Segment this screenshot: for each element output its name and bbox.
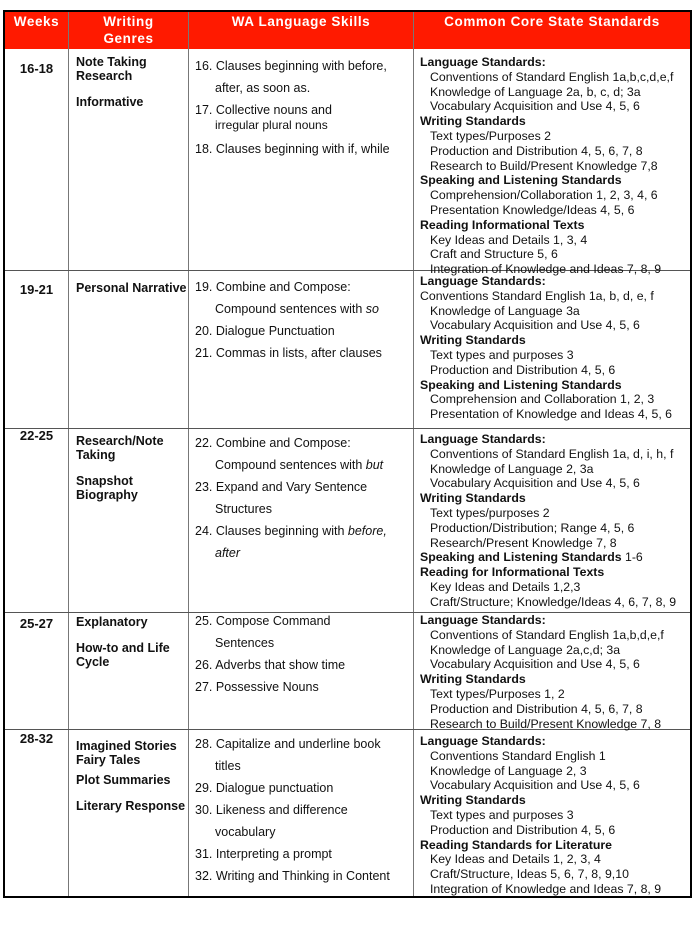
standard-heading	[420, 432, 692, 447]
standard-item	[420, 462, 692, 477]
skill-item	[195, 676, 413, 698]
skill-text: Dialogue punctuation	[215, 781, 334, 795]
weeks-cell: 28-32	[19, 731, 54, 746]
skill-number: 27.	[195, 680, 213, 694]
skill-continuation-italic: but	[365, 458, 384, 472]
standard-text: Production and Distribution 4, 5, 6, 7, 8	[430, 701, 643, 716]
standard-text: Vocabulary Acquisition and Use 4, 5, 6	[430, 778, 640, 793]
skill-continuation	[195, 821, 413, 843]
standard-item	[420, 447, 692, 462]
skill-number: 25.	[195, 614, 213, 628]
skills-cell	[195, 55, 413, 160]
skill-item	[195, 276, 413, 320]
standard-text: Key Ideas and Details 1, 3, 4	[430, 232, 588, 247]
standard-item	[420, 289, 692, 304]
standard-text: Conventions Standard English 1	[430, 748, 606, 763]
skill-text: Possessive Nouns	[215, 680, 319, 694]
standard-text: Presentation of Knowledge and Ideas 4, 5, 6	[430, 407, 673, 422]
standard-item	[420, 407, 692, 422]
skill-number: 16.	[195, 59, 213, 73]
skill-item	[195, 103, 413, 132]
standard-heading	[420, 613, 692, 628]
skill-continuation	[195, 77, 413, 99]
standards-cell	[420, 274, 692, 422]
skill-text: Clauses beginning with if, while	[215, 142, 390, 156]
standard-item	[420, 657, 692, 672]
skill-number: 20.	[195, 324, 213, 338]
skill-item	[195, 610, 413, 654]
skill-text: Adverbs that show time	[215, 658, 346, 672]
standard-item	[420, 536, 692, 551]
standard-text: Research/Present Knowledge 7, 8	[430, 535, 617, 550]
skill-continuation-text: Compound sentences with	[215, 458, 366, 472]
column-divider	[188, 12, 189, 896]
standard-item	[420, 580, 692, 595]
standard-item	[420, 749, 692, 764]
standard-text: Language Standards:	[420, 734, 546, 748]
standard-item	[420, 521, 692, 536]
standard-text: Knowledge of Language 3a	[430, 303, 580, 318]
skill-number: 19.	[195, 280, 213, 294]
standard-suffix: 1-6	[621, 550, 643, 565]
standard-heading	[420, 274, 692, 289]
standard-item	[420, 595, 692, 610]
standard-item	[420, 702, 692, 717]
standard-text: Text types/Purposes 2	[430, 128, 551, 143]
skill-continuation-italic: so	[365, 302, 379, 316]
skill-continuation-text: irregular plural nouns	[215, 118, 328, 132]
genre-label: Literary Response	[76, 799, 186, 813]
skill-continuation	[195, 498, 413, 520]
standards-cell	[420, 613, 692, 731]
standard-text: Conventions of Standard English 1a, d, i, h, f	[430, 446, 674, 461]
column-divider	[68, 12, 69, 896]
standard-item	[420, 867, 692, 882]
standard-text: Key Ideas and Details 1,2,3	[430, 579, 581, 594]
skill-number: 17.	[195, 103, 213, 117]
skill-item	[195, 432, 413, 476]
standard-text: Conventions of Standard English 1a,b,c,d,e,f	[430, 69, 674, 84]
standard-item	[420, 363, 692, 378]
skill-item	[195, 654, 413, 676]
skill-text: Compose Command	[215, 614, 331, 628]
standard-text: Comprehension/Collaboration 1, 2, 3, 4, 6	[430, 188, 658, 203]
genre-label: Personal Narrative	[76, 281, 187, 295]
standard-item	[420, 687, 692, 702]
standard-text: Vocabulary Acquisition and Use 4, 5, 6	[430, 318, 640, 333]
skill-item	[195, 865, 413, 887]
header-skills: WA Language Skills	[231, 14, 371, 29]
skill-continuation	[195, 632, 413, 654]
standard-text: Production and Distribution 4, 5, 6, 7, 8	[430, 143, 643, 158]
skill-item	[195, 320, 413, 342]
standard-item	[420, 188, 692, 203]
standard-text: Conventions of Standard English 1a,b,d,e,f	[430, 627, 664, 642]
standard-heading	[420, 491, 692, 506]
skill-item	[195, 342, 413, 364]
header-genres: Writing Genres	[103, 14, 154, 46]
standard-text: Key Ideas and Details 1, 2, 3, 4	[430, 852, 601, 867]
skill-continuation-text: Compound sentences with	[215, 302, 366, 316]
standard-text: Integration of Knowledge and Ideas 7, 8, 9	[430, 881, 662, 896]
standard-heading	[420, 672, 692, 687]
standard-text: Writing Standards	[420, 333, 526, 348]
genre-label: Research/Note Taking	[76, 434, 164, 462]
skill-text: Interpreting a prompt	[215, 847, 332, 861]
standard-heading	[420, 734, 692, 749]
standard-text: Language Standards:	[420, 432, 546, 446]
standard-text: Reading for Informational Texts	[420, 565, 605, 580]
standard-text: Language Standards:	[420, 274, 546, 288]
skill-text: Combine and Compose:	[215, 436, 351, 450]
standard-text: Conventions Standard English 1a, b, d, e, f	[420, 288, 654, 303]
skill-item	[195, 138, 413, 160]
standard-text: Knowledge of Language 2, 3	[430, 763, 587, 778]
standard-text: Production and Distribution 4, 5, 6	[430, 822, 616, 837]
standard-text: Vocabulary Acquisition and Use 4, 5, 6	[430, 657, 640, 672]
skill-item	[195, 55, 413, 99]
curriculum-table	[3, 10, 692, 898]
skill-text: Commas in lists, after clauses	[215, 346, 382, 360]
standard-item	[420, 99, 692, 114]
skill-item	[195, 476, 413, 520]
standard-text: Vocabulary Acquisition and Use 4, 5, 6	[430, 476, 640, 491]
standard-item	[420, 882, 692, 897]
skill-number: 30.	[195, 803, 213, 817]
skill-continuation	[195, 542, 413, 564]
standard-heading	[420, 378, 692, 393]
standard-item	[420, 247, 692, 262]
standard-text: Knowledge of Language 2a, b, c, d; 3a	[430, 84, 641, 99]
standard-item	[420, 348, 692, 363]
genre-label: Plot Summaries	[76, 773, 171, 787]
standard-item	[420, 852, 692, 867]
standard-heading	[420, 550, 692, 565]
standard-text: Speaking and Listening Standards	[420, 550, 622, 565]
standard-text: Presentation Knowledge/Ideas 4, 5, 6	[430, 202, 635, 217]
standard-item	[420, 233, 692, 248]
skill-continuation	[195, 118, 413, 132]
standard-text: Reading Standards for Literature	[420, 837, 613, 852]
standard-item	[420, 717, 692, 732]
skill-number: 18.	[195, 142, 213, 156]
skill-text: Combine and Compose:	[215, 280, 351, 294]
standard-heading	[420, 218, 692, 233]
skill-text: Clauses beginning with	[215, 524, 348, 538]
standard-text: Writing Standards	[420, 672, 526, 687]
standard-text: Speaking and Listening Standards	[420, 377, 622, 392]
skill-continuation-text: after, as soon as.	[215, 81, 311, 95]
standard-text: Text types/purposes 2	[430, 505, 550, 520]
skill-item	[195, 777, 413, 799]
skill-text: Collective nouns and	[215, 103, 332, 117]
standard-item	[420, 506, 692, 521]
standard-text: Knowledge of Language 2, 3a	[430, 461, 594, 476]
standard-item	[420, 628, 692, 643]
skills-cell	[195, 276, 413, 364]
standard-text: Text types and purposes 3	[430, 807, 574, 822]
skill-text-italic: before,	[347, 524, 387, 538]
skill-continuation	[195, 454, 413, 476]
skill-number: 24.	[195, 524, 213, 538]
genres-cell	[76, 55, 188, 121]
skill-text: Clauses beginning with before,	[215, 59, 387, 73]
standard-heading	[420, 565, 692, 580]
skill-continuation	[195, 298, 413, 320]
standard-text: Text types/Purposes 1, 2	[430, 686, 565, 701]
skill-continuation-text: titles	[215, 759, 241, 773]
skill-continuation	[195, 755, 413, 777]
skill-number: 26.	[195, 658, 213, 672]
genres-cell	[76, 615, 188, 681]
skills-cell	[195, 432, 413, 564]
skill-continuation-italic: after	[215, 546, 241, 560]
standard-item	[420, 476, 692, 491]
header-weeks: Weeks	[13, 14, 60, 29]
genre-label: Explanatory	[76, 615, 148, 629]
genres-cell	[76, 281, 188, 307]
standard-text: Comprehension and Collaboration 1, 2, 3	[430, 392, 655, 407]
standard-text: Production/Distribution; Range 4, 5, 6	[430, 520, 635, 535]
standard-item	[420, 144, 692, 159]
standards-cell	[420, 432, 692, 610]
skill-text: Dialogue Punctuation	[215, 324, 335, 338]
skill-continuation-text: vocabulary	[215, 825, 276, 839]
genre-label: Imagined Stories Fairy Tales	[76, 739, 177, 767]
table-header	[5, 12, 690, 49]
standard-text: Writing Standards	[420, 114, 526, 129]
standards-cell	[420, 55, 692, 277]
standard-item	[420, 778, 692, 793]
standard-text: Vocabulary Acquisition and Use 4, 5, 6	[430, 99, 640, 114]
weeks-cell: 22-25	[19, 428, 54, 443]
skill-continuation-text: Sentences	[215, 636, 275, 650]
skills-cell	[195, 610, 413, 698]
standard-text: Craft/Structure, Ideas 5, 6, 7, 8, 9,10	[430, 867, 629, 882]
standard-text: Research to Build/Present Knowledge 7, 8	[430, 716, 662, 731]
standard-text: Production and Distribution 4, 5, 6	[430, 362, 616, 377]
standard-item	[420, 159, 692, 174]
standard-heading	[420, 333, 692, 348]
skill-item	[195, 733, 413, 777]
standard-text: Reading Informational Texts	[420, 217, 585, 232]
standard-heading	[420, 793, 692, 808]
skill-item	[195, 520, 413, 564]
standard-heading	[420, 114, 692, 129]
standard-item	[420, 764, 692, 779]
standard-text: Craft and Structure 5, 6	[430, 247, 558, 262]
standard-item	[420, 392, 692, 407]
skill-text: Writing and Thinking in Content	[215, 869, 390, 883]
standard-text: Language Standards:	[420, 613, 546, 627]
standard-heading	[420, 55, 692, 70]
standard-item	[420, 318, 692, 333]
standard-text: Research to Build/Present Knowledge 7,8	[430, 158, 658, 173]
genre-label: How-to and Life Cycle	[76, 641, 170, 669]
skill-number: 32.	[195, 869, 213, 883]
standard-text: Writing Standards	[420, 491, 526, 506]
genre-label: Informative	[76, 95, 144, 109]
standard-item	[420, 643, 692, 658]
standard-item	[420, 808, 692, 823]
standard-item	[420, 203, 692, 218]
genres-cell	[76, 434, 188, 514]
standard-item	[420, 823, 692, 838]
skill-item	[195, 843, 413, 865]
standard-item	[420, 304, 692, 319]
standard-text: Writing Standards	[420, 793, 526, 808]
skills-cell	[195, 733, 413, 887]
standard-item	[420, 129, 692, 144]
skill-number: 22.	[195, 436, 213, 450]
standard-text: Integration of Knowledge and Ideas 7, 8, 9	[430, 262, 662, 277]
skill-item	[195, 799, 413, 843]
standard-item	[420, 70, 692, 85]
genre-label: Snapshot Biography	[76, 474, 138, 502]
weeks-cell: 25-27	[19, 616, 54, 631]
skill-text: Likeness and difference	[215, 803, 348, 817]
standards-cell	[420, 734, 692, 897]
standard-text: Knowledge of Language 2a,c,d; 3a	[430, 642, 621, 657]
row-divider	[5, 428, 690, 429]
standard-text: Text types and purposes 3	[430, 347, 574, 362]
skill-continuation-text: Structures	[215, 502, 272, 516]
standard-item	[420, 85, 692, 100]
weeks-cell: 16-18	[19, 61, 54, 76]
skill-text: Expand and Vary Sentence	[215, 480, 368, 494]
genres-cell	[76, 739, 188, 825]
weeks-cell: 19-21	[19, 282, 54, 297]
skill-number: 23.	[195, 480, 213, 494]
skill-number: 29.	[195, 781, 213, 795]
header-standards: Common Core State Standards	[444, 14, 660, 29]
skill-number: 28.	[195, 737, 213, 751]
standard-heading	[420, 838, 692, 853]
standard-heading	[420, 173, 692, 188]
column-divider	[413, 12, 414, 896]
skill-text: Capitalize and underline book	[215, 737, 381, 751]
genre-label: Note Taking Research	[76, 55, 147, 83]
skill-number: 31.	[195, 847, 213, 861]
skill-number: 21.	[195, 346, 213, 360]
standard-text: Speaking and Listening Standards	[420, 173, 622, 188]
standard-text: Craft/Structure; Knowledge/Ideas 4, 6, 7, 8, 9	[430, 594, 677, 609]
standard-text: Language Standards:	[420, 55, 546, 69]
